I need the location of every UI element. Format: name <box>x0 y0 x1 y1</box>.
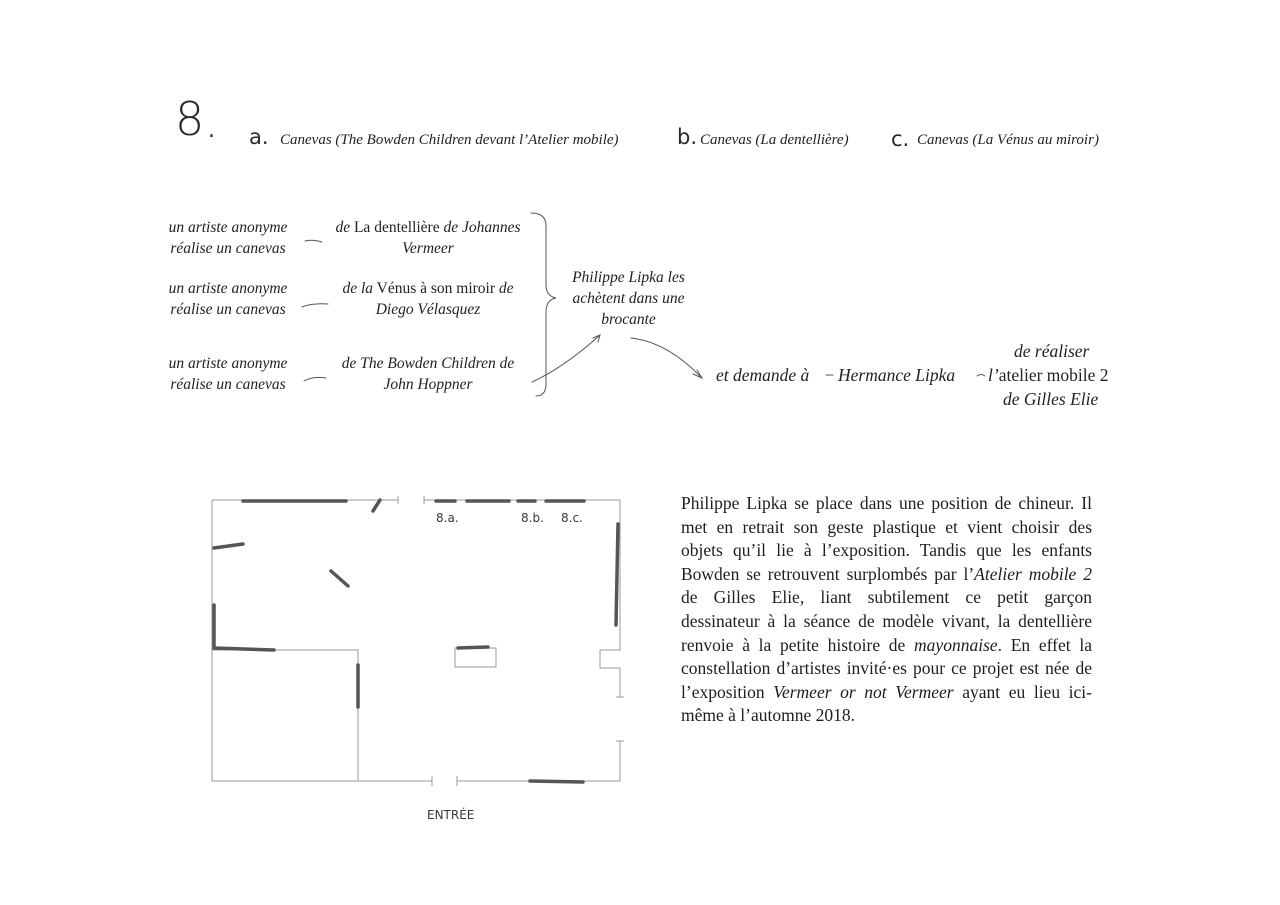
work-title: La dentellière <box>353 219 440 236</box>
request-article: l’ <box>988 365 999 385</box>
buyer-line: achètent dans une <box>572 290 685 307</box>
item-caption-c: Canevas (La Vénus au miroir) <box>917 132 1099 148</box>
left-line: réalise un canevas <box>170 301 286 318</box>
item-letter-b: b. <box>677 125 698 149</box>
artwork-mark <box>373 500 380 511</box>
wall <box>212 500 432 781</box>
plan-label-8c: 8.c. <box>561 511 583 525</box>
wall <box>424 500 620 697</box>
request-pre: et demande à <box>716 365 810 385</box>
request-top: de réaliser <box>1014 341 1090 361</box>
request-bottom: de Gilles Elie <box>1003 389 1099 409</box>
left-line: un artiste anonyme <box>168 280 288 297</box>
artwork-mark <box>214 605 274 650</box>
text-emphasis: Atelier mobile 2 <box>974 563 1092 584</box>
work-pre: de la <box>342 280 374 297</box>
work-title: Vénus à son miroir <box>376 280 496 297</box>
plan-label-8b: 8.b. <box>521 511 544 525</box>
left-line: un artiste anonyme <box>168 219 288 236</box>
request-work-title: atelier mobile 2 <box>998 365 1109 385</box>
text-segment: de Gilles Elie, liant subtilement ce petit garçon dessinateur à la séance de modèle vivant, la dentellière renvoie à la petite histoire de <box>681 587 1092 655</box>
left-line: réalise un canevas <box>170 376 286 393</box>
artwork-mark <box>458 647 488 648</box>
artwork-mark <box>214 544 243 548</box>
request-person: Hermance Lipka <box>838 365 956 385</box>
work-author: Vermeer <box>402 240 454 257</box>
item-caption-a: Canevas (The Bowden Children devant l’Atelier mobile) <box>280 132 619 148</box>
work-pre: de <box>335 219 351 236</box>
work-author: Diego Vélasquez <box>375 301 481 318</box>
section-number-dot: . <box>208 118 215 143</box>
left-line: réalise un canevas <box>170 240 286 257</box>
buyer-line: brocante <box>601 311 656 328</box>
inner-wall <box>212 650 358 781</box>
work-author: John Hoppner <box>383 376 473 393</box>
plinth <box>455 648 496 667</box>
item-letter-a: a. <box>249 125 269 149</box>
artwork-mark <box>331 571 348 586</box>
wall <box>457 741 620 781</box>
description-paragraph <box>681 492 1092 728</box>
work-post: de Johannes <box>443 219 521 236</box>
work-title: de The Bowden Children de <box>341 355 515 372</box>
plan-label-8a: 8.a. <box>436 511 459 525</box>
buyer-line: Philippe Lipka les <box>572 269 685 286</box>
text-emphasis: Vermeer or not Vermeer <box>773 681 954 702</box>
text-segment: ayant eu lieu ici-même à l’automne 2018. <box>681 681 1092 726</box>
item-letter-c: c. <box>891 127 910 151</box>
artwork-mark <box>530 781 583 782</box>
text-emphasis: mayonnaise <box>914 634 998 655</box>
text-segment: . En effet la constellation d’artistes invité·es pour ce projet est née de l’exposition <box>681 634 1092 702</box>
item-caption-b: Canevas (La dentellière) <box>700 132 849 148</box>
text-segment: Philippe Lipka se place dans une position de chineur. Il met en retrait son geste plastique et vient choisir des objets qu’il lie à l’exposition. Tandis que les enfants Bowden se retrouvent surplombés par l’ <box>681 493 1092 584</box>
section-number: 8 <box>175 92 205 146</box>
work-post: de <box>498 280 514 297</box>
artwork-mark <box>616 524 618 625</box>
left-line: un artiste anonyme <box>168 355 288 372</box>
entrance-label: ENTRÉE <box>427 808 475 822</box>
